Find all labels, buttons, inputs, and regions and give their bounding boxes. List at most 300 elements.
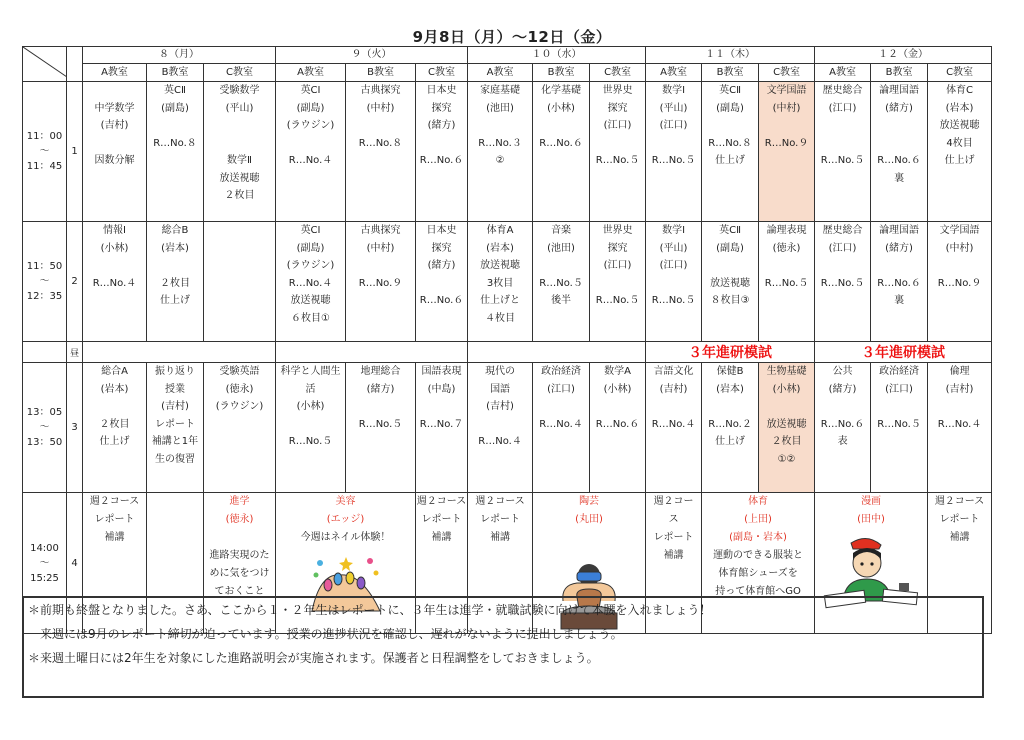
cell-line [346, 117, 415, 135]
cell-line: (吉村) [100, 120, 129, 131]
cell-line: (池田) [486, 102, 514, 114]
cell-line: 体育 [748, 496, 769, 507]
class-cell [468, 363, 533, 493]
cell-line: (緒方) [885, 102, 913, 114]
cell-line: レポート [939, 514, 980, 525]
cell-line: (副島) [161, 102, 189, 114]
cell-line: R…No.４ [478, 436, 522, 447]
cell-line [468, 416, 532, 434]
cell-line: (小林) [603, 383, 632, 395]
cell-line: R…No.６ [877, 277, 921, 289]
cell-line: (江口) [603, 260, 632, 271]
cell-line: 生の復習 [155, 453, 195, 465]
corner-cell [23, 47, 67, 82]
cell-line: (岩本) [716, 383, 744, 395]
cell-line [276, 416, 345, 434]
cell-line: (江口) [828, 102, 857, 114]
cell-line: (副島) [716, 102, 744, 114]
cell-line [871, 135, 927, 153]
cell-line: R…No.４ [92, 277, 137, 289]
cell-line: R…No.６ [877, 155, 921, 166]
cell-line: 体育A [486, 225, 514, 236]
cell-line: 政治経済 [541, 366, 582, 377]
cell-line: 中学数学 [94, 102, 135, 114]
cell-line: (副島) [296, 242, 325, 254]
cell-line: R…No.５ [358, 418, 403, 430]
cell-line [702, 398, 758, 416]
class-cell [204, 222, 276, 342]
cell-line: ２枚目 [160, 277, 190, 289]
cell-line: (平山) [659, 242, 688, 254]
cell-line: R…No.５ [595, 295, 640, 306]
class-cell [759, 222, 815, 342]
lunch-cell [276, 342, 468, 363]
cell-line: R…No.２ [708, 418, 752, 430]
class-cell [83, 222, 147, 342]
class-cell [533, 82, 590, 222]
cell-line: 論理表現 [766, 225, 807, 236]
cell-line: 今週はネイル体験！ [300, 532, 391, 543]
cell-line [346, 398, 415, 416]
cell-line: ス [668, 514, 679, 525]
room-header: A教室 [815, 63, 871, 81]
cell-line: レポート [94, 514, 135, 525]
cell-line [533, 398, 589, 416]
cell-line [590, 135, 645, 153]
cell-line: (吉村) [486, 401, 514, 412]
time-text: 15:25 [30, 572, 59, 584]
cell-line: (小林) [772, 383, 801, 395]
lunch-label: 昼 [67, 342, 83, 363]
cell-line: 受験英語 [219, 366, 260, 377]
cell-line: R…No.４ [288, 277, 333, 289]
cell-line: R…No.６ [539, 137, 583, 149]
class-cell [646, 222, 702, 342]
cell-line: 日本史 [426, 225, 457, 236]
cell-line: (中島) [427, 383, 456, 395]
cell-line [204, 222, 275, 240]
cell-line: 放送視聴 [766, 418, 807, 430]
cell-line: (江口) [885, 383, 913, 395]
class-cell [346, 82, 416, 222]
class-cell [147, 363, 204, 493]
cell-line [759, 257, 814, 275]
cell-line: ４枚目 [485, 312, 516, 324]
cell-line: R…No.５ [595, 155, 640, 166]
cell-line: R…No.９ [764, 137, 809, 149]
cell-line [928, 398, 991, 416]
cell-line: (小林) [547, 102, 575, 114]
cell-line: (緒方) [366, 383, 395, 395]
cell-line [590, 275, 645, 293]
cell-line: (副島) [296, 102, 325, 114]
cell-line: 公共 [832, 366, 853, 377]
class-cell [871, 222, 928, 342]
cell-line: レポート [421, 514, 462, 525]
cell-line: 放送視聴 [939, 120, 980, 131]
cell-line: 歴史総合 [822, 225, 863, 236]
cell-line: 放送視聴 [480, 260, 521, 271]
cell-line: 仕上げ [99, 436, 130, 447]
cell-line: R…No.４ [651, 418, 696, 430]
cell-line [815, 117, 870, 135]
cell-line [646, 275, 701, 293]
class-cell [702, 222, 759, 342]
cell-line: (徳永) [772, 242, 801, 254]
cell-line: 補講 [949, 532, 970, 543]
cell-line: めに気をつけ [209, 568, 270, 579]
cell-line: R…No.９ [937, 277, 982, 289]
time-text: 12：35 [26, 291, 63, 302]
class-cell [276, 363, 346, 493]
class-cell [815, 363, 871, 493]
time-text: 13：50 [26, 437, 63, 448]
room-header: A教室 [83, 63, 147, 81]
cell-line: 国語 [490, 383, 511, 395]
cell-line: R…No.６ [820, 418, 865, 430]
cell-line: (ラウジン) [215, 401, 264, 412]
cell-line: 補講 [490, 532, 511, 543]
cell-line: 科学と人間生 [280, 366, 341, 377]
time-text: ～ [39, 422, 50, 433]
cell-line: R…No.５ [288, 436, 333, 447]
cell-line: 英CⅠ [300, 85, 321, 96]
corner-cell-2 [67, 47, 83, 82]
cell-line: 表 [837, 436, 848, 447]
cell-line: 放送視聴 [290, 295, 331, 306]
cell-line [416, 135, 467, 153]
cell-line: 日本史 [426, 85, 457, 96]
cell-line: (副島・岩本) [729, 532, 787, 543]
cell-line: 陶芸 [579, 496, 600, 507]
cell-line: R…No.４ [539, 418, 583, 430]
cell-line: (吉村) [161, 401, 189, 412]
cell-line: 週２コース [89, 496, 140, 507]
cell-line: ①② [777, 453, 796, 465]
cell-line: (中村) [366, 242, 395, 254]
day-header: １０（水） [468, 47, 646, 64]
cell-line: 倫理 [949, 366, 970, 377]
period-number: 4 [67, 493, 83, 634]
cell-line: ておくこと [214, 586, 265, 597]
cell-line: R…No.５ [651, 295, 696, 306]
cell-line [590, 398, 645, 416]
cell-line: 進路実現のた [209, 550, 270, 561]
cell-line [204, 117, 275, 135]
cell-line: (平山) [659, 102, 688, 114]
cell-line [815, 398, 870, 416]
lunch-cell [468, 342, 646, 363]
cell-line: R…No.５ [877, 418, 921, 430]
cell-line: R…No.９ [358, 277, 403, 289]
class-cell [871, 363, 928, 493]
cell-line: 論理国語 [879, 85, 920, 96]
cell-line: (吉村) [659, 383, 688, 395]
cell-line: ６枚目① [291, 312, 331, 324]
room-header: C教室 [416, 63, 468, 81]
class-cell [815, 82, 871, 222]
class-cell [346, 363, 416, 493]
cell-line: 探究 [607, 242, 628, 254]
note-line: ＊来週土曜日には2年生を対象にした進路説明会が実施されます。保護者と日程調整をしておきましょう。 [28, 651, 599, 665]
cell-line [871, 257, 927, 275]
period-time [23, 82, 67, 222]
cell-line: R…No.６ [419, 295, 464, 306]
class-cell [928, 363, 992, 493]
cell-line: 活 [305, 383, 316, 395]
room-header: B教室 [702, 63, 759, 81]
class-cell [276, 82, 346, 222]
cell-line: R…No.４ [288, 155, 333, 166]
room-header: A教室 [276, 63, 346, 81]
cell-line: ２枚目 [224, 190, 255, 201]
cell-line: レポート [155, 418, 195, 430]
room-header: B教室 [346, 63, 416, 81]
cell-line: R…No.８ [708, 137, 752, 149]
cell-line: R…No.６ [595, 418, 640, 430]
cell-line: 因数分解 [94, 155, 135, 166]
class-cell [646, 82, 702, 222]
cell-line: 生物基礎 [766, 366, 807, 377]
note-line: 来週には9月のレポート締切が迫っています。授業の進捗状況を確認し、遅れがないように提出しましょう。 [28, 627, 623, 641]
room-header: B教室 [871, 63, 928, 81]
cell-line: R…No.５ [820, 155, 865, 166]
cell-line: (上田) [744, 514, 772, 525]
class-cell [346, 222, 416, 342]
class-cell [590, 82, 646, 222]
cell-line: 数学A [604, 366, 631, 377]
room-header: A教室 [468, 63, 533, 81]
cell-line [646, 135, 701, 153]
cell-line: (江口) [603, 120, 632, 131]
time-text: 11：45 [26, 161, 63, 172]
cell-line: (岩本) [486, 242, 514, 254]
cell-line [815, 135, 870, 153]
class-cell [83, 363, 147, 493]
class-cell [468, 222, 533, 342]
class-cell [147, 82, 204, 222]
class-cell [533, 222, 590, 342]
cell-line: 4枚目 [946, 137, 973, 149]
class-cell [276, 222, 346, 342]
day-header: ９（火） [276, 47, 468, 64]
cell-line: 裏 [894, 295, 905, 306]
cell-line: レポート [653, 532, 694, 543]
cell-line: 裏 [894, 172, 905, 184]
cell-line: 数学Ⅱ [227, 155, 252, 166]
cell-line [346, 257, 415, 275]
cell-line: 後半 [551, 295, 572, 306]
cell-line: (岩本) [945, 102, 974, 114]
class-cell [702, 363, 759, 493]
class-cell [204, 82, 276, 222]
cell-line: 英CⅡ [719, 85, 742, 96]
cell-line: (岩本) [161, 242, 189, 254]
cell-line [416, 275, 467, 293]
time-text: ～ [39, 276, 50, 287]
day-header: １２（金） [815, 47, 992, 64]
cell-line: 補講 [104, 532, 125, 543]
time-text: ～ [39, 146, 50, 157]
cell-line: 総合A [101, 366, 128, 377]
class-cell [871, 82, 928, 222]
cell-line [83, 135, 146, 153]
cell-line: (ラウジン) [286, 260, 335, 271]
cell-line: (平山) [225, 102, 254, 114]
cell-line: 仕上げ [160, 295, 190, 306]
cell-line [928, 257, 991, 275]
time-text: 13：05 [26, 407, 63, 418]
notes-box [22, 596, 984, 698]
cell-line [759, 117, 814, 135]
cell-line [276, 135, 345, 153]
cell-line: 補講 [663, 550, 684, 561]
cell-line: 文学国語 [766, 85, 807, 96]
cell-line: 受験数学 [219, 85, 260, 96]
cell-line: R…No.５ [651, 155, 696, 166]
cell-line: 授業 [165, 383, 185, 395]
cell-line: 持って体育館へGO [715, 586, 801, 597]
cell-line: 歴史総合 [822, 85, 863, 96]
cell-line: 週２コース [416, 496, 467, 507]
cell-line: 文学国語 [939, 225, 980, 236]
cell-line: (江口) [828, 242, 857, 254]
cell-line [815, 257, 870, 275]
cell-line: 週２コース [475, 496, 525, 507]
cell-line: R…No.４ [937, 418, 982, 430]
cell-line: (小林) [296, 401, 325, 412]
cell-line: 3枚目 [486, 277, 514, 289]
cell-line: ② [495, 155, 505, 166]
cell-line: (副島) [716, 242, 744, 254]
cell-line: (緒方) [828, 383, 857, 395]
period-time [23, 222, 67, 342]
cell-line: (徳永) [225, 514, 254, 525]
cell-line: (中村) [366, 102, 395, 114]
cell-line: 探究 [607, 102, 628, 114]
cell-line [83, 398, 146, 416]
cell-line: 家庭基礎 [480, 85, 521, 96]
cell-line: 化学基礎 [541, 85, 582, 96]
cell-line: (緒方) [885, 242, 913, 254]
cell-line: (緒方) [427, 120, 456, 131]
cell-line: 情報Ⅰ [103, 225, 126, 236]
cell-line: (中村) [772, 102, 801, 114]
class-cell [759, 363, 815, 493]
cell-line [702, 257, 758, 275]
cell-line: R…No.５ [820, 277, 865, 289]
exam-notice: ３年進研模試 [646, 342, 815, 363]
cell-line: 週２コース [934, 496, 985, 507]
cell-line: 漫画 [861, 496, 882, 507]
period-time [23, 363, 67, 493]
cell-line: 英CⅠ [300, 225, 321, 236]
cell-line: (江口) [659, 120, 688, 131]
cell-line: ８枚目③ [710, 295, 750, 306]
cell-line: 補講 [431, 532, 452, 543]
cell-line [533, 257, 589, 275]
cell-line [646, 398, 701, 416]
timetable [22, 46, 992, 634]
cell-line: R…No.８ [153, 137, 197, 149]
cell-line: (池田) [547, 242, 575, 254]
cell-line: 仕上げ [944, 155, 975, 166]
cell-line: (吉村) [945, 383, 974, 395]
class-cell [815, 222, 871, 342]
cell-line: 放送視聴 [710, 277, 751, 289]
cell-line: 週２コー [653, 496, 694, 507]
cell-line [147, 152, 203, 170]
cell-line: (江口) [547, 383, 575, 395]
cell-line: 音楽 [551, 225, 572, 236]
class-cell [759, 82, 815, 222]
time-text: 11：00 [26, 131, 63, 142]
cell-line: 数学Ⅰ [662, 225, 686, 236]
cell-line: 放送視聴 [219, 172, 260, 184]
cell-line: (徳永) [225, 383, 254, 395]
cell-line [147, 117, 203, 135]
cell-line: 現代の [485, 366, 516, 377]
cell-line [702, 117, 758, 135]
period-number: 2 [67, 222, 83, 342]
cell-line [83, 257, 146, 275]
cell-line: 振り返り [155, 366, 195, 377]
cell-line [416, 398, 467, 416]
room-header: C教室 [759, 63, 815, 81]
class-cell [416, 363, 468, 493]
cell-line [871, 117, 927, 135]
cell-line [83, 82, 146, 100]
day-header: ８（月） [83, 47, 276, 64]
cell-line: 国語表現 [421, 366, 462, 377]
cell-line: 体育C [946, 85, 974, 96]
lunch-cell [83, 342, 276, 363]
class-cell [646, 363, 702, 493]
time-text: 14:00 [30, 542, 59, 554]
cell-line: (田中) [857, 514, 885, 525]
cell-line: 進学 [229, 496, 250, 507]
cell-line: 地理総合 [360, 366, 401, 377]
cell-line: R…No.８ [358, 137, 403, 149]
cell-line: 探究 [431, 102, 452, 114]
time-text: ～ [39, 557, 50, 569]
cell-line: 英CⅡ [164, 85, 186, 96]
cell-line: レポート [480, 514, 521, 525]
lunch-time-cell [23, 342, 67, 363]
note-line: ＊前期も終盤となりました。さあ、ここから１・２年生はレポートに、３年生は進学・就職試験に向けて本腰を入れましょう！ [28, 603, 712, 617]
cell-line: 政治経済 [879, 366, 920, 377]
room-header: C教室 [928, 63, 992, 81]
cell-line: (ラウジン) [286, 120, 335, 131]
time-text: 11：50 [26, 261, 63, 272]
class-cell [83, 82, 147, 222]
cell-line: R…No.５ [764, 277, 809, 289]
cell-line: ２枚目 [771, 436, 802, 447]
class-cell [468, 82, 533, 222]
class-cell [702, 82, 759, 222]
cell-line: 仕上げ [715, 436, 746, 447]
cell-line: 探究 [431, 242, 452, 254]
cell-line: (緒方) [427, 260, 456, 271]
cell-line: R…No.３ [478, 137, 522, 149]
cell-line [147, 257, 203, 275]
cell-line: 世界史 [602, 85, 633, 96]
cell-line: (岩本) [100, 383, 129, 395]
cell-line: 仕上げ [715, 155, 746, 166]
class-cell [416, 222, 468, 342]
class-cell [590, 222, 646, 342]
cell-line: 体育館シューズを [718, 568, 798, 579]
